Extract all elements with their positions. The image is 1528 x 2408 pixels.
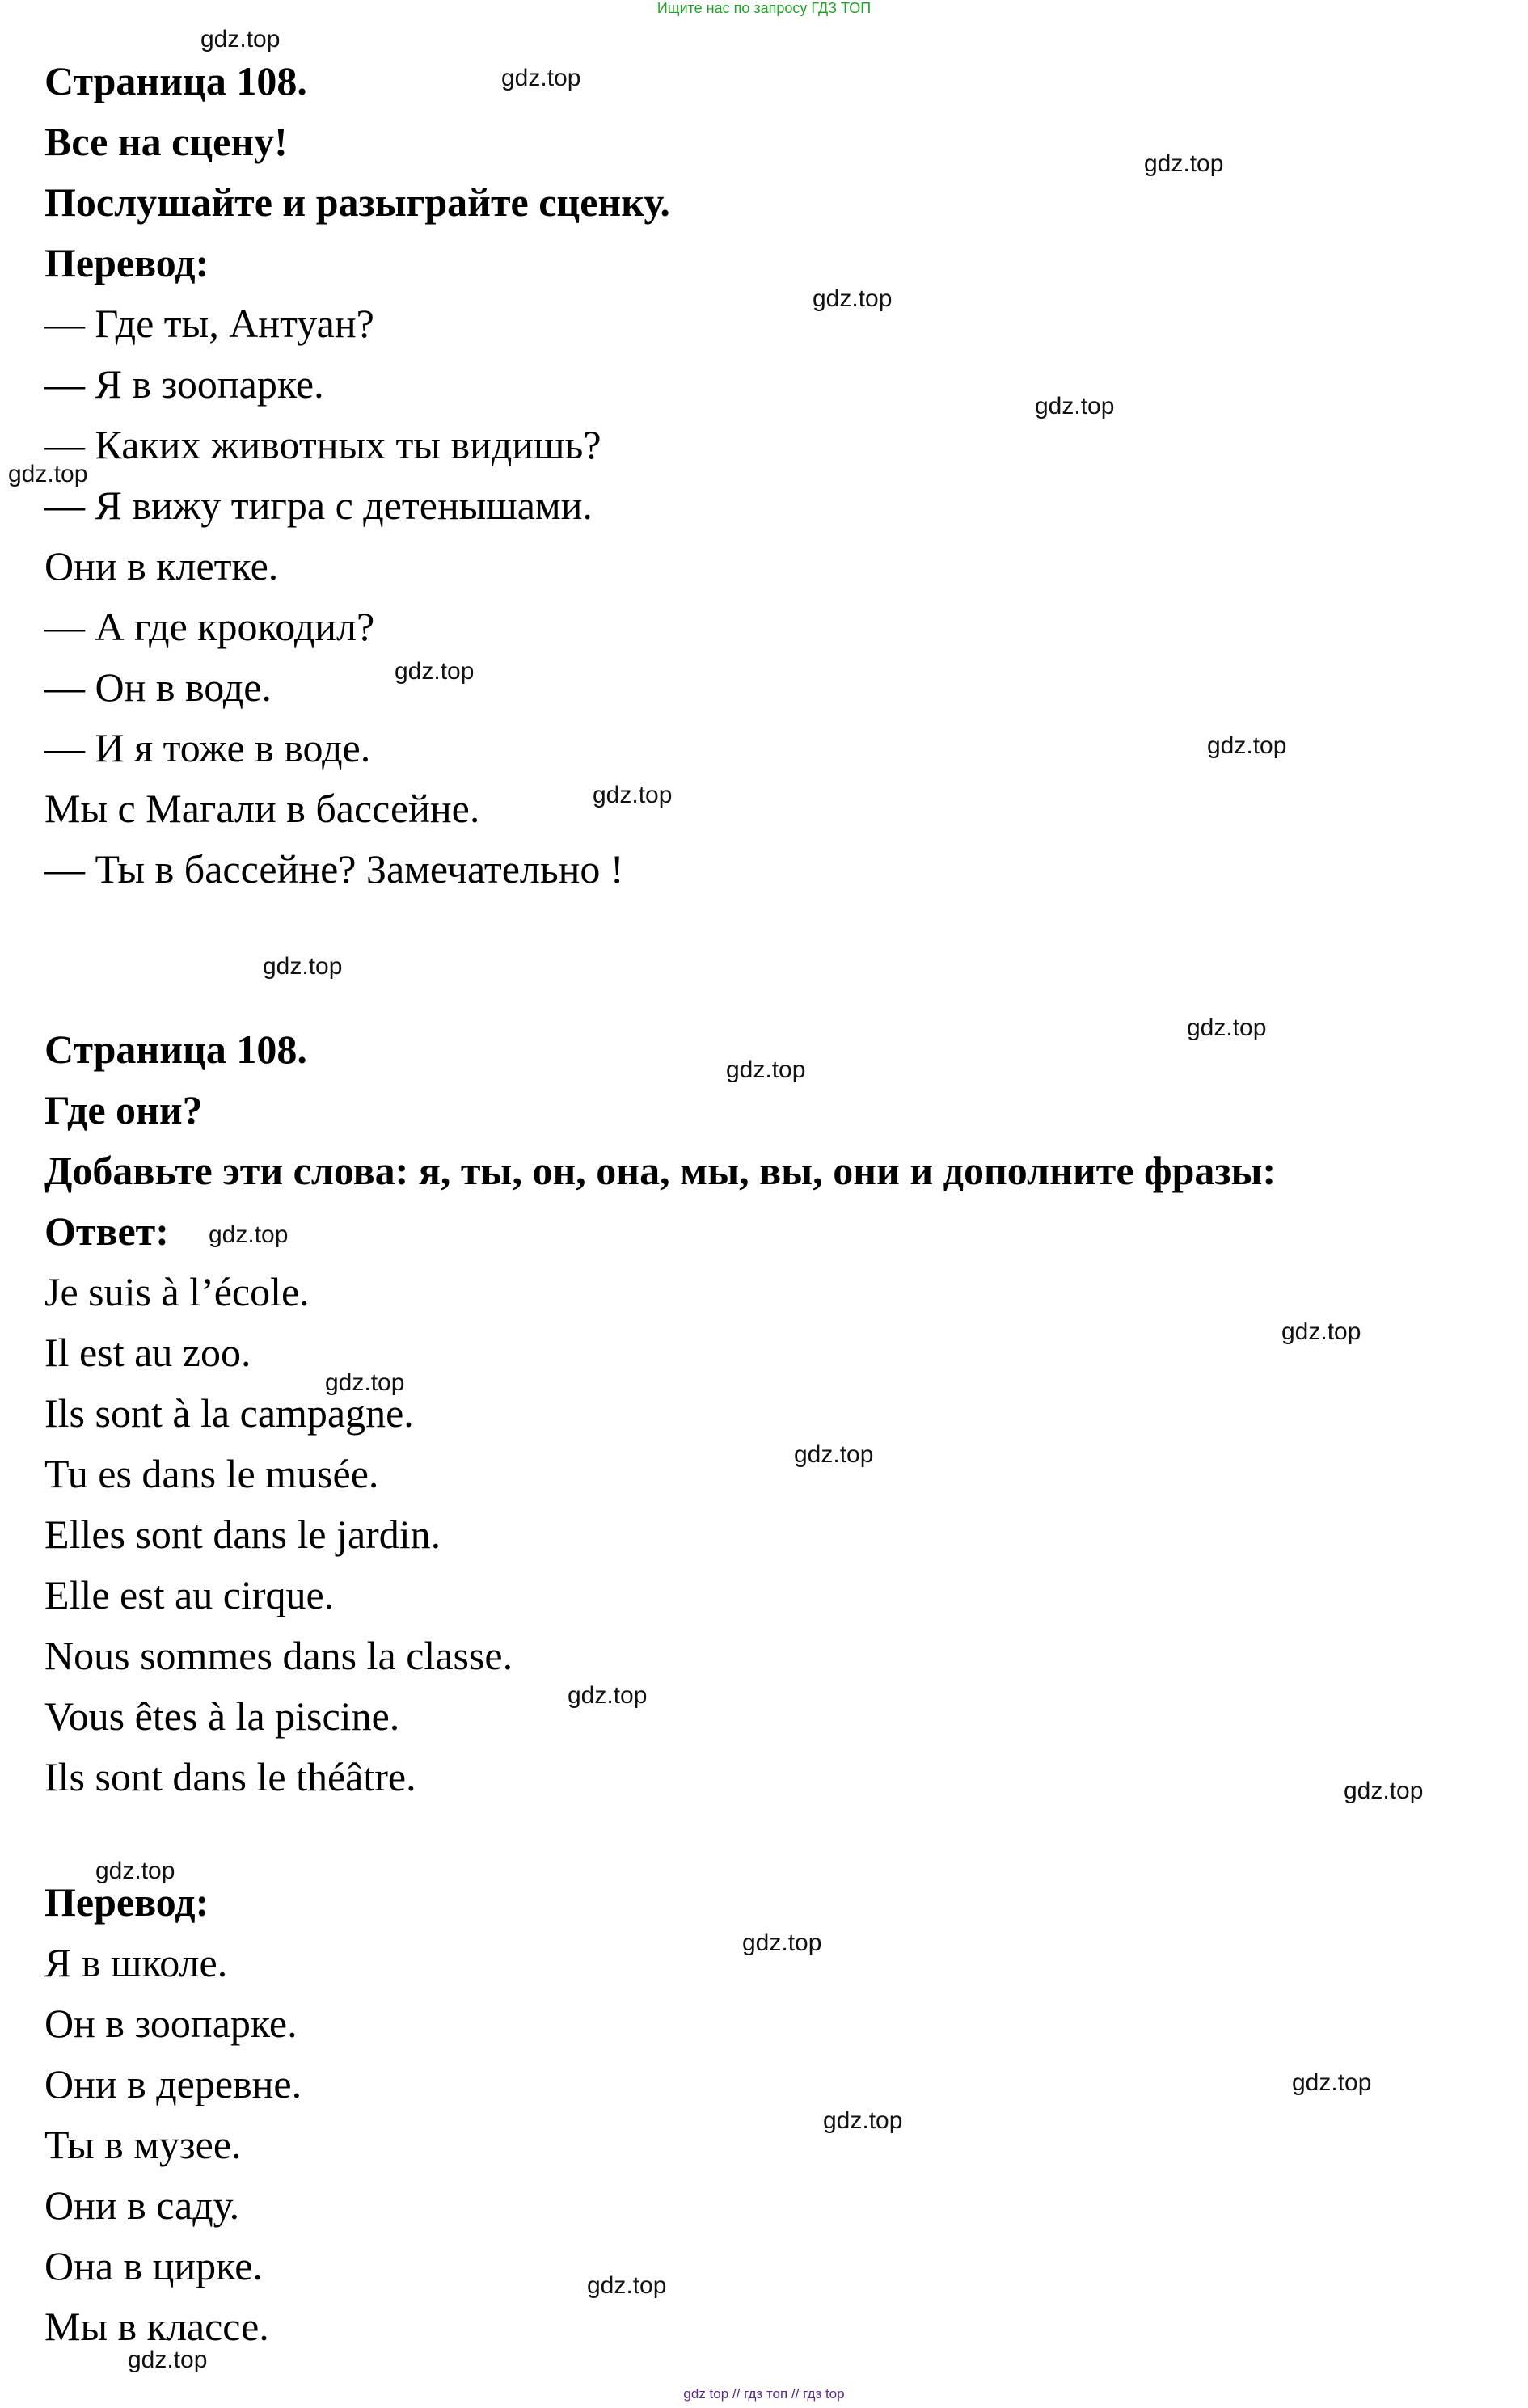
- dialogue-line: — Ты в бассейне? Замечательно !: [44, 846, 624, 892]
- top-banner: Ищите нас по запросу ГДЗ ТОП: [656, 0, 872, 16]
- dialogue-line: — Где ты, Антуан?: [44, 301, 374, 346]
- section-title-1: Все на сцену!: [44, 119, 288, 164]
- translation-label-1: Перевод:: [44, 240, 209, 285]
- translation-line: Она в цирке.: [44, 2243, 263, 2288]
- dialogue-line: Мы с Магали в бассейне.: [44, 786, 480, 831]
- watermark: gdz.top: [794, 1441, 874, 1468]
- page-heading-2: Страница 108.: [44, 1027, 307, 1072]
- watermark: gdz.top: [1035, 393, 1115, 420]
- task-text-2: Добавьте эти слова: я, ты, он, она, мы, вы, они и дополните фразы:: [44, 1148, 1277, 1193]
- page-heading-1: Страница 108.: [44, 58, 307, 103]
- watermark: gdz.top: [1292, 2069, 1372, 2096]
- answer-label: Ответ:: [44, 1208, 169, 1254]
- section-title-2: Где они?: [44, 1087, 203, 1132]
- dialogue-line: — Я вижу тигра с детенышами.: [44, 483, 593, 528]
- translation-line: Он в зоопарке.: [44, 2001, 298, 2046]
- watermark: gdz.top: [742, 1929, 822, 1956]
- watermark: gdz.top: [1144, 150, 1224, 177]
- watermark: gdz.top: [823, 2107, 903, 2134]
- answer-line: Vous êtes à la piscine.: [44, 1693, 400, 1739]
- answer-line: Ils sont à la campagne.: [44, 1390, 414, 1436]
- answer-line: Nous sommes dans la classe.: [44, 1633, 513, 1678]
- watermark: gdz.top: [1187, 1014, 1267, 1041]
- answer-line: Je suis à l’école.: [44, 1269, 310, 1314]
- dialogue-line: Они в клетке.: [44, 543, 279, 588]
- watermark: gdz.top: [263, 953, 343, 980]
- answer-line: Il est au zoo.: [44, 1330, 251, 1375]
- watermark: gdz.top: [128, 2347, 208, 2373]
- translation-line: Ты в музее.: [44, 2122, 242, 2167]
- translation-line: Я в школе.: [44, 1940, 228, 1985]
- footer-links: gdz top // гдз топ // гдз top: [683, 2386, 845, 2402]
- watermark: gdz.top: [813, 285, 893, 312]
- watermark: gdz.top: [501, 65, 581, 91]
- answer-line: Ils sont dans le théâtre.: [44, 1754, 416, 1799]
- watermark: gdz.top: [1281, 1318, 1361, 1345]
- answer-line: Tu es dans le musée.: [44, 1451, 379, 1496]
- translation-label-2: Перевод:: [44, 1879, 209, 1925]
- watermark: gdz.top: [8, 461, 88, 487]
- watermark: gdz.top: [593, 782, 673, 808]
- watermark: gdz.top: [1344, 1778, 1424, 1804]
- watermark: gdz.top: [395, 658, 475, 685]
- task-text-1: Послушайте и разыграйте сценку.: [44, 179, 670, 225]
- watermark: gdz.top: [726, 1056, 806, 1083]
- watermark: gdz.top: [1207, 732, 1287, 759]
- answer-line: Elle est au cirque.: [44, 1572, 335, 1617]
- dialogue-line: — И я тоже в воде.: [44, 725, 371, 770]
- translation-line: Мы в классе.: [44, 2304, 269, 2349]
- answer-line: Elles sont dans le jardin.: [44, 1512, 441, 1557]
- dialogue-line: — А где крокодил?: [44, 604, 375, 649]
- watermark: gdz.top: [209, 1221, 289, 1248]
- watermark: gdz.top: [325, 1369, 405, 1396]
- dialogue-line: — Каких животных ты видишь?: [44, 422, 601, 467]
- watermark: gdz.top: [95, 1858, 175, 1884]
- dialogue-line: — Он в воде.: [44, 664, 272, 710]
- translation-line: Они в саду.: [44, 2182, 240, 2228]
- watermark: gdz.top: [200, 26, 281, 53]
- translation-line: Они в деревне.: [44, 2061, 302, 2106]
- dialogue-line: — Я в зоопарке.: [44, 361, 324, 407]
- watermark: gdz.top: [568, 1682, 648, 1709]
- watermark: gdz.top: [587, 2272, 667, 2299]
